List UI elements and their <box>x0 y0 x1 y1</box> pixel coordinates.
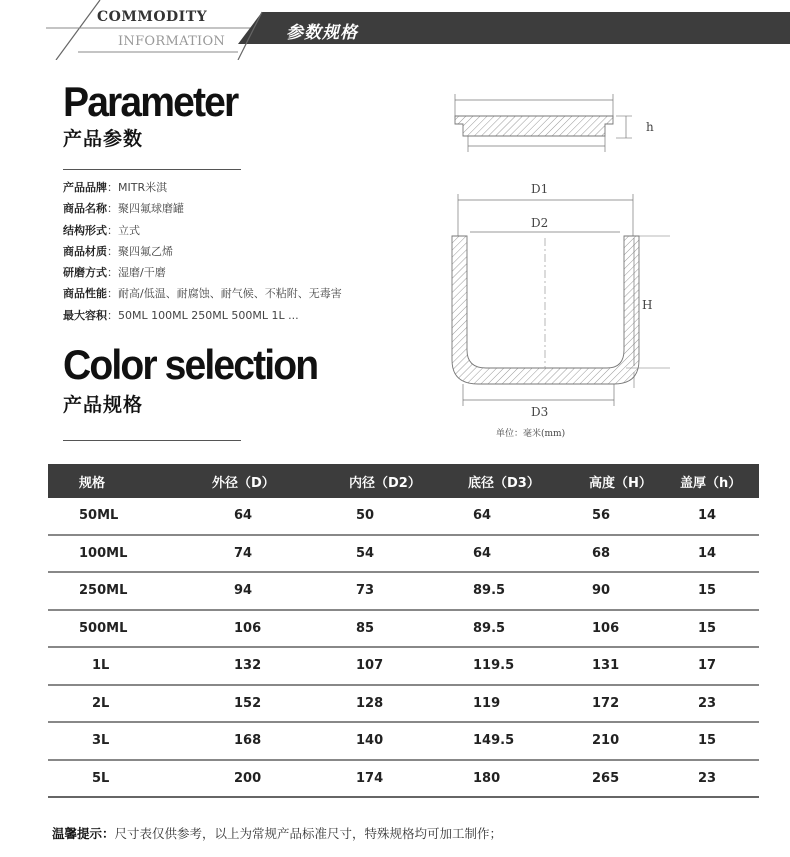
col-header: 底径（D3） <box>468 475 540 491</box>
table-row <box>48 536 759 574</box>
spec-sep: ： <box>107 308 118 322</box>
parameter-subheading: 产品参数 <box>63 128 144 150</box>
table-cell: 250ML <box>79 583 128 599</box>
table-cell: 3L <box>92 733 110 749</box>
note-text: 尺寸表仅供参考，以上为常规产品标准尺寸，特殊规格均可加工制作； <box>114 826 503 841</box>
col-header: 内径（D2） <box>349 475 421 491</box>
footer-note <box>52 824 502 842</box>
header-banner <box>0 0 790 60</box>
spec-sep: ： <box>107 266 118 280</box>
spec-sep: ： <box>107 287 118 301</box>
spec-table <box>48 464 759 798</box>
color-selection-subheading: 产品规格 <box>63 394 144 416</box>
spec-row-name <box>63 198 423 219</box>
spec-row-material <box>63 241 423 262</box>
dim-label: D2 <box>531 216 549 230</box>
spec-row-structure <box>63 220 423 241</box>
table-cell: 64 <box>473 508 492 524</box>
spec-key: 产品品牌 <box>63 181 107 194</box>
table-cell: 54 <box>356 545 375 561</box>
unit-label: 单位：毫米(mm) <box>496 429 566 439</box>
table-row <box>48 761 759 799</box>
table-cell: 1L <box>92 658 110 674</box>
spec-value: 湿磨/干磨 <box>118 266 166 280</box>
table-cell: 100ML <box>79 545 128 561</box>
dim-label: H <box>642 298 653 312</box>
table-cell: 14 <box>698 508 717 524</box>
table-row <box>48 723 759 761</box>
color-selection-heading: Color selection <box>63 341 318 388</box>
spec-value: 50ML 100ML 250ML 500ML 1L ... <box>118 308 299 322</box>
table-cell: 5L <box>92 770 110 786</box>
table-header <box>48 464 759 498</box>
banner-commodity: COMMODITY <box>97 9 208 25</box>
table-cell: 180 <box>473 770 501 786</box>
col-header: 外径（D） <box>212 475 275 491</box>
spec-sep: ： <box>107 223 118 237</box>
table-cell: 15 <box>698 733 717 749</box>
spec-row-brand <box>63 177 423 198</box>
spec-value: 聚四氟乙烯 <box>118 244 173 258</box>
divider <box>63 169 241 170</box>
table-cell: 85 <box>356 620 375 636</box>
table-cell: 152 <box>234 695 262 711</box>
col-header: 高度（H） <box>589 475 652 491</box>
spec-sep: ： <box>107 181 118 194</box>
table-cell: 210 <box>592 733 620 749</box>
table-cell: 23 <box>698 770 717 786</box>
table-cell: 15 <box>698 620 717 636</box>
table-cell: 50 <box>356 508 375 524</box>
spec-row-performance <box>63 283 423 304</box>
table-cell: 168 <box>234 733 262 749</box>
table-cell: 68 <box>592 545 611 561</box>
spec-key: 研磨方式 <box>63 266 107 280</box>
col-header: 盖厚（h） <box>680 475 742 491</box>
table-cell: 500ML <box>79 620 128 636</box>
spec-row-capacity <box>63 305 423 326</box>
table-cell: 14 <box>698 545 717 561</box>
table-cell: 17 <box>698 658 717 674</box>
table-cell: 132 <box>234 658 262 674</box>
table-cell: 140 <box>356 733 384 749</box>
table-cell: 119 <box>473 695 501 711</box>
table-cell: 174 <box>356 770 384 786</box>
col-header: 规格 <box>79 475 106 491</box>
table-cell: 106 <box>234 620 262 636</box>
table-cell: 90 <box>592 583 611 599</box>
spec-key: 最大容积 <box>63 308 107 322</box>
table-cell: 128 <box>356 695 384 711</box>
lid-drawing <box>455 94 654 152</box>
table-cell: 89.5 <box>473 583 506 599</box>
table-cell: 89.5 <box>473 620 506 636</box>
spec-key: 商品材质 <box>63 244 107 258</box>
table-cell: 2L <box>92 695 110 711</box>
table-cell: 172 <box>592 695 620 711</box>
spec-value: MITR米淇 <box>118 181 168 194</box>
table-cell: 107 <box>356 658 384 674</box>
spec-value: 聚四氟球磨罐 <box>118 202 184 216</box>
spec-key: 商品性能 <box>63 287 107 301</box>
table-cell: 119.5 <box>473 658 515 674</box>
spec-value: 耐高/低温、耐腐蚀、耐气候、不粘附、无毒害 <box>118 287 342 301</box>
table-row <box>48 611 759 649</box>
table-cell: 106 <box>592 620 620 636</box>
spec-sep: ： <box>107 244 118 258</box>
table-row <box>48 573 759 611</box>
table-cell: 23 <box>698 695 717 711</box>
spec-list <box>63 177 423 326</box>
table-cell: 200 <box>234 770 262 786</box>
table-cell: 265 <box>592 770 620 786</box>
table-row <box>48 498 759 536</box>
parameter-heading: Parameter <box>63 78 238 125</box>
table-cell: 94 <box>234 583 253 599</box>
spec-value: 立式 <box>118 223 140 237</box>
dim-label: D1 <box>531 182 549 196</box>
jar-drawing <box>452 182 670 419</box>
table-cell: 15 <box>698 583 717 599</box>
spec-key: 商品名称 <box>63 202 107 216</box>
table-cell: 73 <box>356 583 375 599</box>
table-cell: 74 <box>234 545 253 561</box>
table-row <box>48 648 759 686</box>
divider <box>63 440 241 441</box>
spec-key: 结构形式 <box>63 223 107 237</box>
banner-information: INFORMATION <box>118 34 226 49</box>
spec-row-grinding <box>63 262 423 283</box>
banner-title: 参数规格 <box>286 23 358 43</box>
table-cell: 64 <box>234 508 253 524</box>
note-label: 温馨提示： <box>52 826 115 841</box>
table-cell: 149.5 <box>473 733 515 749</box>
table-cell: 64 <box>473 545 492 561</box>
table-cell: 56 <box>592 508 611 524</box>
spec-sep: ： <box>107 202 118 216</box>
table-cell: 131 <box>592 658 620 674</box>
table-cell: 50ML <box>79 508 119 524</box>
dim-label: h <box>646 120 654 134</box>
jar-dimension-diagram <box>430 88 670 448</box>
dim-label: D3 <box>531 405 549 419</box>
table-row <box>48 686 759 724</box>
